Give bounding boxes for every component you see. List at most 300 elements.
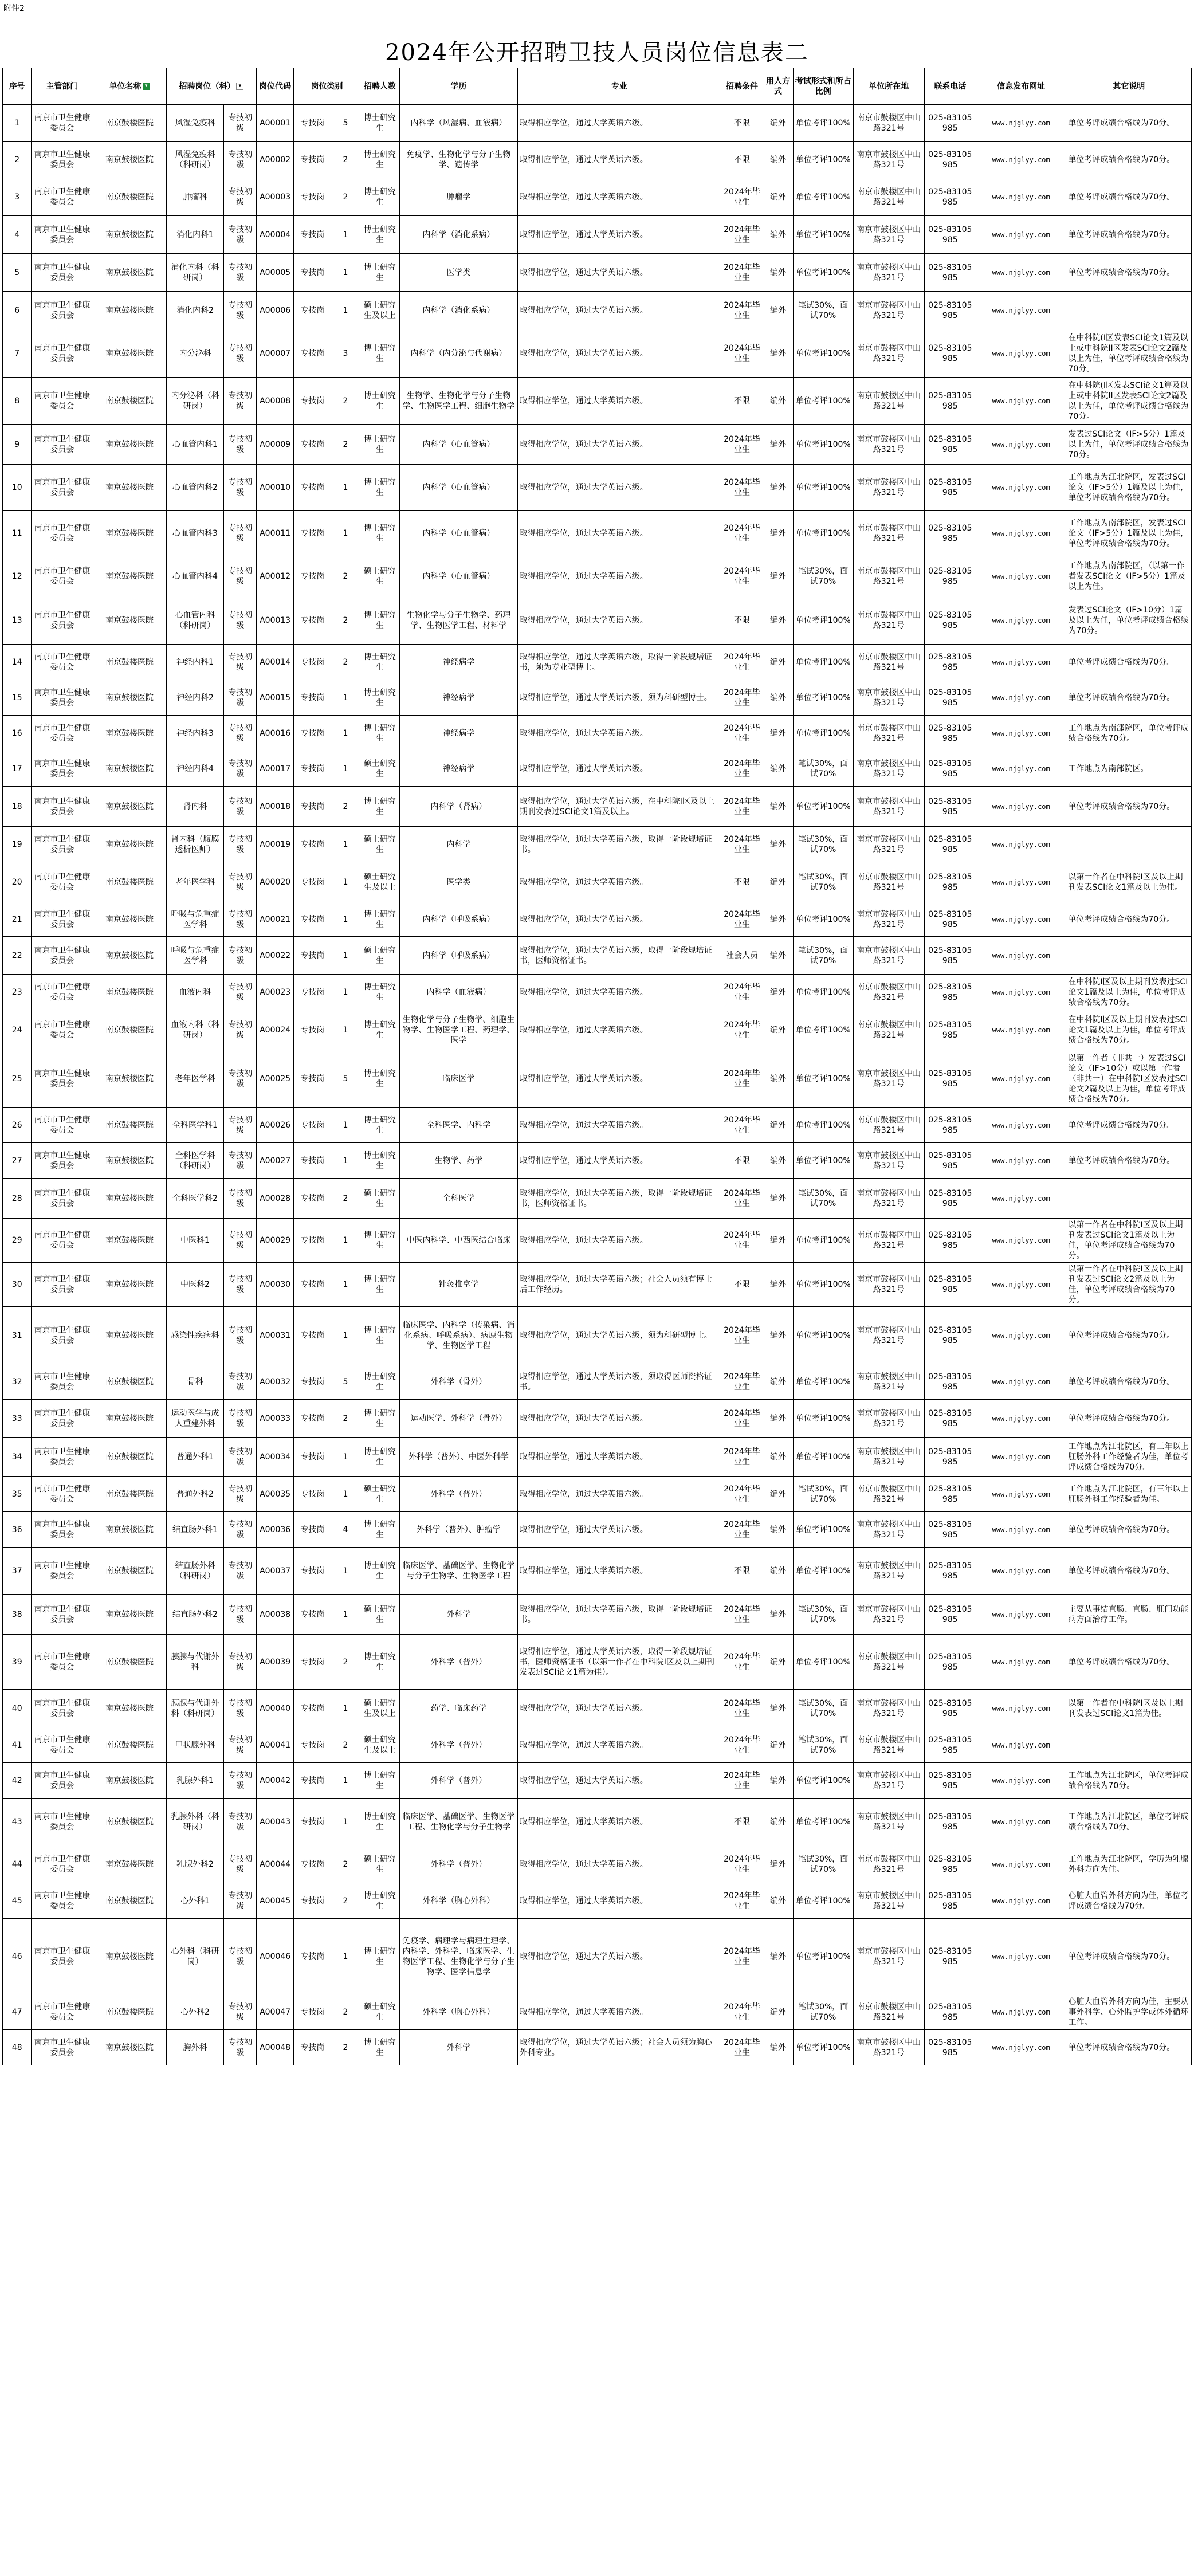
table-cell: 编外 [763, 216, 794, 254]
table-cell: 专技岗 [294, 1219, 331, 1263]
table-cell: 2 [331, 645, 360, 680]
table-cell: 单位考评100% [793, 902, 853, 937]
table-cell: 南京市卫生健康委员会 [32, 2030, 93, 2065]
column-header-2[interactable] [93, 68, 166, 105]
table-cell: 南京市卫生健康委员会 [32, 1400, 93, 1438]
table-cell: 48 [3, 2030, 32, 2065]
table-cell: 单位考评100% [793, 105, 853, 142]
table-cell: 笔试30%，面试70% [793, 1690, 853, 1727]
table-cell: 单位考评100% [793, 1307, 853, 1364]
table-cell: A00022 [257, 937, 294, 975]
table-cell: 专技初级 [224, 425, 257, 465]
table-cell: 1 [331, 1143, 360, 1179]
table-cell: www.njglyy.com [976, 1512, 1066, 1548]
table-cell: 取得相应学位，通过大学英语六级。 [517, 178, 721, 216]
table-cell: 南京鼓楼医院 [93, 1108, 166, 1143]
table-cell: 专技初级 [224, 1635, 257, 1690]
table-row [3, 292, 1192, 329]
table-cell: www.njglyy.com [976, 596, 1066, 645]
table-cell: 单位考评100% [793, 645, 853, 680]
table-cell: 硕士研究生 [360, 1845, 399, 1883]
table-cell: 3 [331, 329, 360, 378]
table-cell: 专技初级 [224, 1307, 257, 1364]
column-header-12[interactable] [853, 68, 924, 105]
table-cell: 南京市鼓楼区中山路321号 [853, 1690, 924, 1727]
table-cell: 编外 [763, 378, 794, 425]
table-cell: 南京市卫生健康委员会 [32, 1845, 93, 1883]
table-cell: 32 [3, 1364, 32, 1400]
table-cell: A00033 [257, 1400, 294, 1438]
table-cell: 24 [3, 1010, 32, 1050]
table-cell: 1 [331, 216, 360, 254]
table-cell: 2024年毕业生 [721, 1108, 763, 1143]
table-cell: www.njglyy.com [976, 511, 1066, 556]
table-cell: 专技初级 [224, 2030, 257, 2065]
table-cell: 27 [3, 1143, 32, 1179]
table-cell: 南京鼓楼医院 [93, 787, 166, 827]
table-cell: 南京鼓楼医院 [93, 511, 166, 556]
table-cell: 专技岗 [294, 862, 331, 902]
table-cell: 南京市鼓楼区中山路321号 [853, 105, 924, 142]
table-cell: 博士研究生 [360, 1763, 399, 1799]
table-cell: 单位考评100% [793, 216, 853, 254]
table-cell: 编外 [763, 787, 794, 827]
table-cell: 2024年毕业生 [721, 1477, 763, 1512]
table-cell: 专技岗 [294, 2030, 331, 2065]
table-cell: 南京市鼓楼区中山路321号 [853, 862, 924, 902]
table-cell: 1 [331, 716, 360, 751]
table-cell: 博士研究生 [360, 1400, 399, 1438]
table-cell: 南京鼓楼医院 [93, 105, 166, 142]
table-row [3, 1994, 1192, 2030]
table-cell: 专技岗 [294, 937, 331, 975]
table-cell: 专技初级 [224, 975, 257, 1010]
table-cell: 单位考评100% [793, 1364, 853, 1400]
table-cell: 笔试30%，面试70% [793, 1845, 853, 1883]
table-cell: 南京鼓楼医院 [93, 716, 166, 751]
table-cell: A00039 [257, 1635, 294, 1690]
table-cell: 南京鼓楼医院 [93, 975, 166, 1010]
table-cell: 笔试30%，面试70% [793, 1595, 853, 1635]
table-cell: 单位考评100% [793, 2030, 853, 2065]
table-cell: 1 [331, 292, 360, 329]
column-header-15[interactable] [1066, 68, 1192, 105]
table-cell: 南京市鼓楼区中山路321号 [853, 680, 924, 716]
table-cell: 025-83105985 [924, 425, 976, 465]
table-cell: 025-83105985 [924, 937, 976, 975]
table-row [3, 1400, 1192, 1438]
table-cell: 普通外科2 [166, 1477, 224, 1512]
table-cell: 专技初级 [224, 680, 257, 716]
table-cell: 取得相应学位，通过大学英语六级，取得一阶段规培证书。 [517, 827, 721, 862]
table-cell: 2024年毕业生 [721, 1994, 763, 2030]
table-row [3, 425, 1192, 465]
table-cell: 内科学（心血管病） [399, 425, 517, 465]
table-cell: 硕士研究生 [360, 751, 399, 787]
table-cell: 1 [331, 680, 360, 716]
table-cell: 取得相应学位，通过大学英语六级。 [517, 751, 721, 787]
table-cell: 外科学（普外） [399, 1727, 517, 1763]
table-cell: 编外 [763, 1010, 794, 1050]
column-header-label: 学历 [450, 81, 467, 91]
column-header-13[interactable] [924, 68, 976, 105]
table-cell: www.njglyy.com [976, 556, 1066, 596]
table-cell: 肾内科 [166, 787, 224, 827]
table-cell: 取得相应学位，通过大学英语六级。 [517, 902, 721, 937]
table-cell: 南京市鼓楼区中山路321号 [853, 751, 924, 787]
column-header-8[interactable] [517, 68, 721, 105]
table-cell: www.njglyy.com [976, 1307, 1066, 1364]
table-cell: 025-83105985 [924, 1845, 976, 1883]
table-cell: 针灸推拿学 [399, 1263, 517, 1307]
table-cell: 单位考评100% [793, 1799, 853, 1845]
table-cell: 2024年毕业生 [721, 751, 763, 787]
column-header-14[interactable] [976, 68, 1066, 105]
table-cell: 风湿免疫科（科研岗） [166, 142, 224, 178]
table-cell: 取得相应学位，通过大学英语六级。 [517, 142, 721, 178]
table-cell: A00005 [257, 254, 294, 292]
column-header-3[interactable] [166, 68, 257, 105]
table-cell: 单位考评100% [793, 378, 853, 425]
table-cell: 11 [3, 511, 32, 556]
table-cell: 1 [331, 1690, 360, 1727]
column-header-11[interactable] [793, 68, 853, 105]
table-cell: 专技岗 [294, 329, 331, 378]
table-cell: A00037 [257, 1548, 294, 1595]
table-cell: 南京市鼓楼区中山路321号 [853, 378, 924, 425]
table-cell: 全科医学科1 [166, 1108, 224, 1143]
table-cell: 笔试30%，面试70% [793, 937, 853, 975]
table-cell: 编外 [763, 1635, 794, 1690]
table-cell: 取得相应学位，通过大学英语六级，须取得医师资格证书。 [517, 1364, 721, 1400]
table-cell: 心外科1 [166, 1883, 224, 1919]
table-cell: 编外 [763, 1994, 794, 2030]
table-cell: 南京市卫生健康委员会 [32, 178, 93, 216]
table-cell: 南京鼓楼医院 [93, 178, 166, 216]
table-cell: 神经内科2 [166, 680, 224, 716]
table-cell: 博士研究生 [360, 902, 399, 937]
table-cell: 南京市鼓楼区中山路321号 [853, 142, 924, 178]
table-cell: 编外 [763, 1845, 794, 1883]
table-cell: A00030 [257, 1263, 294, 1307]
table-cell: 取得相应学位，通过大学英语六级。 [517, 1010, 721, 1050]
table-cell: 主要从事结直肠、直肠、肛门功能病方面治疗工作。 [1066, 1595, 1192, 1635]
table-cell: A00019 [257, 827, 294, 862]
table-cell: 南京鼓楼医院 [93, 425, 166, 465]
table-cell: 取得相应学位，通过大学英语六级，取得一阶段规培证书，须为专业型博士。 [517, 645, 721, 680]
table-cell: 编外 [763, 975, 794, 1010]
table-cell: 2024年毕业生 [721, 556, 763, 596]
table-cell: 025-83105985 [924, 1919, 976, 1994]
column-header-7[interactable] [399, 68, 517, 105]
table-cell: 025-83105985 [924, 1799, 976, 1845]
column-header-label: 单位所在地 [869, 81, 909, 91]
table-row [3, 596, 1192, 645]
table-cell: www.njglyy.com [976, 1263, 1066, 1307]
table-cell: 单位考评成绩合格线为70分。 [1066, 1143, 1192, 1179]
table-cell: 心外科（科研岗） [166, 1919, 224, 1994]
table-cell: 专技初级 [224, 1919, 257, 1994]
table-cell: www.njglyy.com [976, 178, 1066, 216]
table-cell: 外科学 [399, 1595, 517, 1635]
table-cell: 单位考评成绩合格线为70分。 [1066, 1108, 1192, 1143]
table-cell: 全科医学科2 [166, 1179, 224, 1219]
table-cell: 南京市卫生健康委员会 [32, 465, 93, 511]
column-header-label: 招聘人数 [363, 81, 396, 91]
table-cell: 单位考评成绩合格线为70分。 [1066, 142, 1192, 178]
table-cell: 南京鼓楼医院 [93, 1219, 166, 1263]
table-cell: 南京市鼓楼区中山路321号 [853, 1108, 924, 1143]
table-cell: 内科学（内分泌与代谢病） [399, 329, 517, 378]
table-cell: 南京市鼓楼区中山路321号 [853, 2030, 924, 2065]
table-cell: 22 [3, 937, 32, 975]
table-cell: A00014 [257, 645, 294, 680]
table-cell: 19 [3, 827, 32, 862]
table-cell: 取得相应学位，通过大学英语六级，取得一阶段规培证书，医师资格证书。 [517, 1179, 721, 1219]
column-header-5[interactable] [294, 68, 360, 105]
table-cell: 南京市鼓楼区中山路321号 [853, 1994, 924, 2030]
table-cell: 编外 [763, 1548, 794, 1595]
table-cell: 南京市卫生健康委员会 [32, 1438, 93, 1477]
table-cell: 工作地点为江北院区，有三年以上肛肠外科工作经验者为佳。 [1066, 1477, 1192, 1512]
table-cell: 2024年毕业生 [721, 1845, 763, 1883]
table-cell: 专技初级 [224, 716, 257, 751]
table-cell: 心脏大血管外科方向为佳，单位考评成绩合格线为70分。 [1066, 1883, 1192, 1919]
table-cell: 取得相应学位，通过大学英语六级，须为科研型博士。 [517, 1307, 721, 1364]
table-row [3, 178, 1192, 216]
table-cell: 单位考评成绩合格线为70分。 [1066, 1307, 1192, 1364]
table-cell: 单位考评100% [793, 1438, 853, 1477]
table-cell: 工作地点为江北院区，单位考评成绩合格线为70分。 [1066, 1763, 1192, 1799]
table-cell: 博士研究生 [360, 1512, 399, 1548]
table-cell: 笔试30%，面试70% [793, 1179, 853, 1219]
table-cell: 南京市卫生健康委员会 [32, 105, 93, 142]
table-cell: 南京鼓楼医院 [93, 1477, 166, 1512]
table-cell: 在中科院I区及以上期刊发表过SCI论文1篇及以上为佳，单位考评成绩合格线为70分。 [1066, 1010, 1192, 1050]
table-cell: 025-83105985 [924, 1595, 976, 1635]
table-cell: 硕士研究生及以上 [360, 1690, 399, 1727]
table-cell: A00006 [257, 292, 294, 329]
table-cell: 025-83105985 [924, 1364, 976, 1400]
table-row [3, 1595, 1192, 1635]
table-cell: 肾内科（腹膜透析医师） [166, 827, 224, 862]
table-cell: 博士研究生 [360, 680, 399, 716]
table-cell: A00044 [257, 1845, 294, 1883]
table-cell: 编外 [763, 1143, 794, 1179]
table-row [3, 216, 1192, 254]
table-cell: 乳腺外科2 [166, 1845, 224, 1883]
table-cell: 专技岗 [294, 1512, 331, 1548]
table-cell: 专技岗 [294, 1263, 331, 1307]
table-row [3, 937, 1192, 975]
table-cell: 专技初级 [224, 751, 257, 787]
table-cell: 单位考评100% [793, 511, 853, 556]
table-cell: 2024年毕业生 [721, 1595, 763, 1635]
table-cell: 专技初级 [224, 1727, 257, 1763]
table-cell [1066, 292, 1192, 329]
column-header-10[interactable] [763, 68, 794, 105]
table-cell: 专技初级 [224, 142, 257, 178]
column-header-1[interactable] [32, 68, 93, 105]
table-cell: 025-83105985 [924, 1727, 976, 1763]
column-header-6[interactable] [360, 68, 399, 105]
table-cell: 取得相应学位，通过大学英语六级。 [517, 511, 721, 556]
table-cell: www.njglyy.com [976, 1763, 1066, 1799]
table-cell: 编外 [763, 178, 794, 216]
column-header-9[interactable] [721, 68, 763, 105]
table-cell: 025-83105985 [924, 1763, 976, 1799]
table-cell: 44 [3, 1845, 32, 1883]
table-cell: 025-83105985 [924, 378, 976, 425]
table-cell: 专技岗 [294, 596, 331, 645]
table-cell: 单位考评100% [793, 1050, 853, 1108]
table-cell: 南京市卫生健康委员会 [32, 1799, 93, 1845]
table-cell: 全科医学 [399, 1179, 517, 1219]
table-cell: 消化内科（科研岗） [166, 254, 224, 292]
table-cell: 南京市鼓楼区中山路321号 [853, 975, 924, 1010]
table-cell: 南京市鼓楼区中山路321号 [853, 1263, 924, 1307]
table-cell: 南京鼓楼医院 [93, 1883, 166, 1919]
table-cell: www.njglyy.com [976, 1548, 1066, 1595]
table-cell: 笔试30%，面试70% [793, 862, 853, 902]
table-cell: 南京市鼓楼区中山路321号 [853, 1477, 924, 1512]
column-header-label: 招聘条件 [725, 81, 758, 91]
table-cell: 2024年毕业生 [721, 1883, 763, 1919]
table-cell: 南京鼓楼医院 [93, 1010, 166, 1050]
table-cell: 编外 [763, 511, 794, 556]
table-cell: 编外 [763, 2030, 794, 2065]
table-cell: 内科学（心血管病） [399, 511, 517, 556]
table-cell: 骨科 [166, 1364, 224, 1400]
table-cell: 专技初级 [224, 596, 257, 645]
table-cell: 专技岗 [294, 787, 331, 827]
table-cell: 南京市卫生健康委员会 [32, 645, 93, 680]
table-cell: 南京鼓楼医院 [93, 1548, 166, 1595]
table-cell: 编外 [763, 1512, 794, 1548]
table-cell: 硕士研究生 [360, 827, 399, 862]
table-cell: 南京鼓楼医院 [93, 1845, 166, 1883]
table-cell: 专技初级 [224, 1438, 257, 1477]
table-cell: www.njglyy.com [976, 216, 1066, 254]
table-cell: 2024年毕业生 [721, 511, 763, 556]
table-row [3, 1727, 1192, 1763]
table-cell: 南京市卫生健康委员会 [32, 751, 93, 787]
table-cell: 外科学（普外）、肿瘤学 [399, 1512, 517, 1548]
table-cell: 外科学（普外） [399, 1763, 517, 1799]
table-cell: A00029 [257, 1219, 294, 1263]
filter-active-icon[interactable]: ▾ [143, 83, 150, 90]
table-cell: 编外 [763, 1919, 794, 1994]
table-cell: 不限 [721, 596, 763, 645]
table-cell: A00036 [257, 1512, 294, 1548]
table-cell: 专技岗 [294, 1548, 331, 1595]
table-cell: A00003 [257, 178, 294, 216]
column-header-0[interactable] [3, 68, 32, 105]
table-row [3, 1263, 1192, 1307]
table-cell: 42 [3, 1763, 32, 1799]
table-cell: 普通外科1 [166, 1438, 224, 1477]
table-cell: 南京鼓楼医院 [93, 1919, 166, 1994]
table-cell: 南京市鼓楼区中山路321号 [853, 1595, 924, 1635]
table-cell: 南京市鼓楼区中山路321号 [853, 1845, 924, 1883]
table-cell: 南京鼓楼医院 [93, 1143, 166, 1179]
table-cell: www.njglyy.com [976, 254, 1066, 292]
table-cell: 南京鼓楼医院 [93, 465, 166, 511]
table-cell: 取得相应学位，通过大学英语六级。 [517, 862, 721, 902]
table-cell: 南京市卫生健康委员会 [32, 787, 93, 827]
column-header-label: 招聘岗位（科） [179, 81, 235, 91]
table-cell: 2024年毕业生 [721, 292, 763, 329]
table-cell: 2024年毕业生 [721, 787, 763, 827]
table-cell: A00011 [257, 511, 294, 556]
table-cell: 1 [331, 1477, 360, 1512]
table-cell: 博士研究生 [360, 329, 399, 378]
table-cell: 单位考评100% [793, 1919, 853, 1994]
table-cell: 工作地点为江北院区，学历为乳腺外科方向为佳。 [1066, 1845, 1192, 1883]
table-cell: 2024年毕业生 [721, 1512, 763, 1548]
table-cell: 2024年毕业生 [721, 1219, 763, 1263]
table-cell: 1 [331, 1595, 360, 1635]
table-cell: 专技岗 [294, 1845, 331, 1883]
table-cell: 取得相应学位，通过大学英语六级。 [517, 425, 721, 465]
table-cell: 40 [3, 1690, 32, 1727]
table-cell: 2 [331, 596, 360, 645]
table-row [3, 827, 1192, 862]
table-cell: 取得相应学位，通过大学英语六级。 [517, 1219, 721, 1263]
table-cell: 笔试30%，面试70% [793, 751, 853, 787]
table-cell: 025-83105985 [924, 1050, 976, 1108]
table-cell: 专技岗 [294, 1400, 331, 1438]
table-row [3, 1307, 1192, 1364]
table-cell: 025-83105985 [924, 787, 976, 827]
table-cell: 2 [331, 425, 360, 465]
table-cell: 专技岗 [294, 1690, 331, 1727]
column-header-4[interactable] [257, 68, 294, 105]
table-cell: 南京鼓楼医院 [93, 1400, 166, 1438]
table-cell: 发表过SCI论文（IF>5分）1篇及以上为佳，单位考评成绩合格线为70分。 [1066, 425, 1192, 465]
table-cell: 专技初级 [224, 556, 257, 596]
table-cell: 编外 [763, 1438, 794, 1477]
table-row [3, 716, 1192, 751]
table-cell: 5 [331, 1050, 360, 1108]
table-cell: 专技初级 [224, 645, 257, 680]
table-cell: A00041 [257, 1727, 294, 1763]
table-cell: 博士研究生 [360, 645, 399, 680]
table-cell: 神经病学 [399, 680, 517, 716]
table-cell: 硕士研究生及以上 [360, 1727, 399, 1763]
table-cell: 单位考评100% [793, 1763, 853, 1799]
table-cell: 南京鼓楼医院 [93, 556, 166, 596]
table-cell: 专技岗 [294, 292, 331, 329]
table-cell: 内分泌科 [166, 329, 224, 378]
table-cell: 单位考评100% [793, 596, 853, 645]
table-cell: 南京市卫生健康委员会 [32, 1512, 93, 1548]
table-row [3, 1845, 1192, 1883]
table-cell: 46 [3, 1919, 32, 1994]
table-cell: www.njglyy.com [976, 1400, 1066, 1438]
table-cell: 2024年毕业生 [721, 1400, 763, 1438]
table-cell: 26 [3, 1108, 32, 1143]
table-cell: 专技岗 [294, 1595, 331, 1635]
table-cell: 025-83105985 [924, 716, 976, 751]
table-cell: www.njglyy.com [976, 142, 1066, 178]
table-cell: 专技岗 [294, 1883, 331, 1919]
table-cell: 南京鼓楼医院 [93, 1307, 166, 1364]
table-cell: A00032 [257, 1364, 294, 1400]
table-cell: 南京市鼓楼区中山路321号 [853, 216, 924, 254]
table-cell: 取得相应学位，通过大学英语六级。 [517, 1438, 721, 1477]
filter-dropdown-icon[interactable]: ▾ [236, 83, 243, 90]
